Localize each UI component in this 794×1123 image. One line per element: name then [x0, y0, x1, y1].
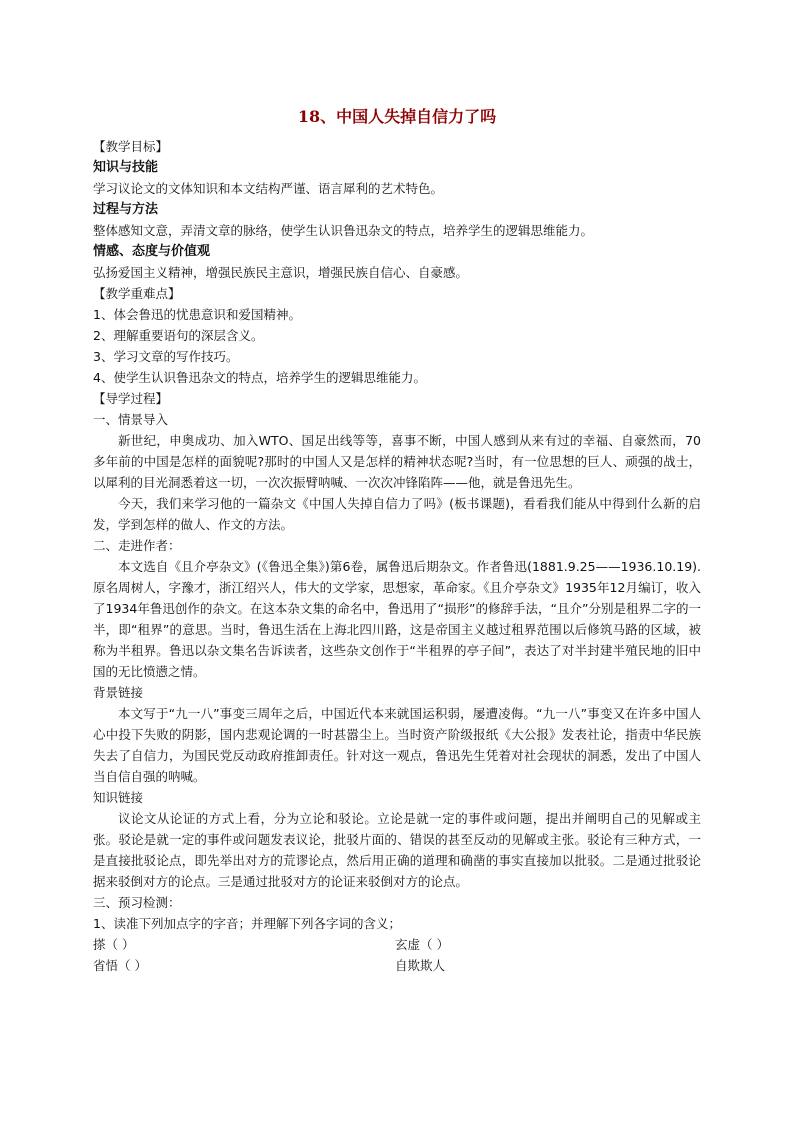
knowledge-title: 知识链接 [93, 790, 144, 805]
preview-item: 玄虚（ ） [395, 937, 449, 952]
page-title: 18、中国人失掉自信力了吗 [297, 107, 497, 126]
intro-paragraph-1: 新世纪，申奥成功、加入WTO、国足出线等等，喜事不断，中国人感到从来有过的幸福、自豪然而，70多年前的中国是怎样的面貌呢?那时的中国人又是怎样的精神状态呢?当时，有一位思想的巨人、顽强的战士，以犀利的目光洞悉着这一切，一次次振臂呐喊、一次次冲锋陷阵——他，就是鲁迅先生。 [93, 433, 701, 490]
preview-instruction: 1、读准下列加点字的字音；并理解下列各字词的含义； [93, 916, 401, 931]
preview-row [93, 934, 701, 955]
keypoint-item: 1、体会鲁迅的忧患意识和爱国精神。 [93, 307, 301, 322]
keypoint-item: 3、学习文章的写作技巧。 [93, 349, 239, 364]
keypoints-heading: 【教学重难点】 [93, 286, 181, 301]
section-title-author: 二、走进作者： [93, 538, 181, 553]
goal-text-knowledge: 学习议论文的文体知识和本文结构严谨、语言犀利的艺术特色。 [93, 181, 444, 196]
content-body [93, 136, 701, 976]
keypoint-item: 4、使学生认识鲁迅杂文的特点，培养学生的逻辑思维能力。 [93, 370, 426, 385]
author-paragraph: 本文选自《且介亭杂文》(《鲁迅全集》)第6卷，属鲁迅后期杂文。作者鲁迅(1881.9.25——1936.10.19).原名周树人，字豫才，浙江绍兴人，伟大的文学家，思想家，革命家。《且介亭杂文》1935年12月编订，收入了1934年鲁迅创作的杂文。在这本杂文集的命名中，鲁迅用了“损形”的修辞手法，“且介”分别是租界二字的一半，即“租界”的意思。当时，鲁迅生活在上海北四川路，这是帝国主义越过租界范围以后修筑马路的区域，被称为半租界。鲁迅以杂文集名告诉读者，这些杂文创作于“半租界的亭子间”，表达了对半封建半殖民地的旧中国的无比愤懑之情。 [93, 559, 701, 679]
background-title: 背景链接 [93, 685, 144, 700]
goal-title-knowledge: 知识与技能 [93, 160, 159, 175]
preview-item: 省悟（ ） [93, 958, 147, 973]
goal-title-emotion: 情感、态度与价值观 [93, 244, 211, 259]
goal-title-process: 过程与方法 [93, 202, 159, 217]
preview-row [93, 955, 701, 976]
keypoint-item: 2、理解重要语句的深层含义。 [93, 328, 264, 343]
section-title-preview: 三、预习检测： [93, 895, 181, 910]
preview-item: 搽（ ） [93, 937, 135, 952]
goal-text-emotion: 弘扬爱国主义精神，增强民族民主意识，增强民族自信心、自豪感。 [93, 265, 469, 280]
process-heading: 【导学过程】 [93, 391, 169, 406]
preview-item: 自欺欺人 [395, 958, 446, 973]
section-title-intro: 一、情景导入 [93, 412, 169, 427]
goals-heading: 【教学目标】 [93, 139, 169, 154]
goal-text-process: 整体感知文意，弄清文章的脉络，使学生认识鲁迅杂文的特点，培养学生的逻辑思维能力。 [93, 223, 594, 238]
background-paragraph: 本文写于“九一八”事变三周年之后，中国近代本来就国运积弱，屡遭凌侮。“九一八”事变又在许多中国人心中投下失败的阴影，国内悲观论调的一时甚嚣尘上。当时资产阶级报纸《大公报》发表社论，指责中华民族失去了自信力，为国民党反动政府推卸责任。针对这一观点，鲁迅先生凭着对社会现状的洞悉，发出了中国人当自信自强的呐喊。 [93, 706, 701, 784]
intro-paragraph-2: 今天，我们来学习他的一篇杂文《中国人失掉自信力了吗》(板书课题)，看看我们能从中得到什么新的启发，学到怎样的做人、作文的方法。 [93, 496, 701, 532]
knowledge-paragraph: 议论文从论证的方式上看，分为立论和驳论。立论是就一定的事件或问题，提出并阐明自己的见解或主张。驳论是就一定的事件或问题发表议论，批驳片面的、错误的甚至反动的见解或主张。驳论有三种方式，一是直接批驳论点，即先举出对方的荒谬论点，然后用正确的道理和确凿的事实直接加以批驳。二是通过批驳论据来驳倒对方的论点。三是通过批驳对方的论证来驳倒对方的论点。 [93, 811, 701, 889]
